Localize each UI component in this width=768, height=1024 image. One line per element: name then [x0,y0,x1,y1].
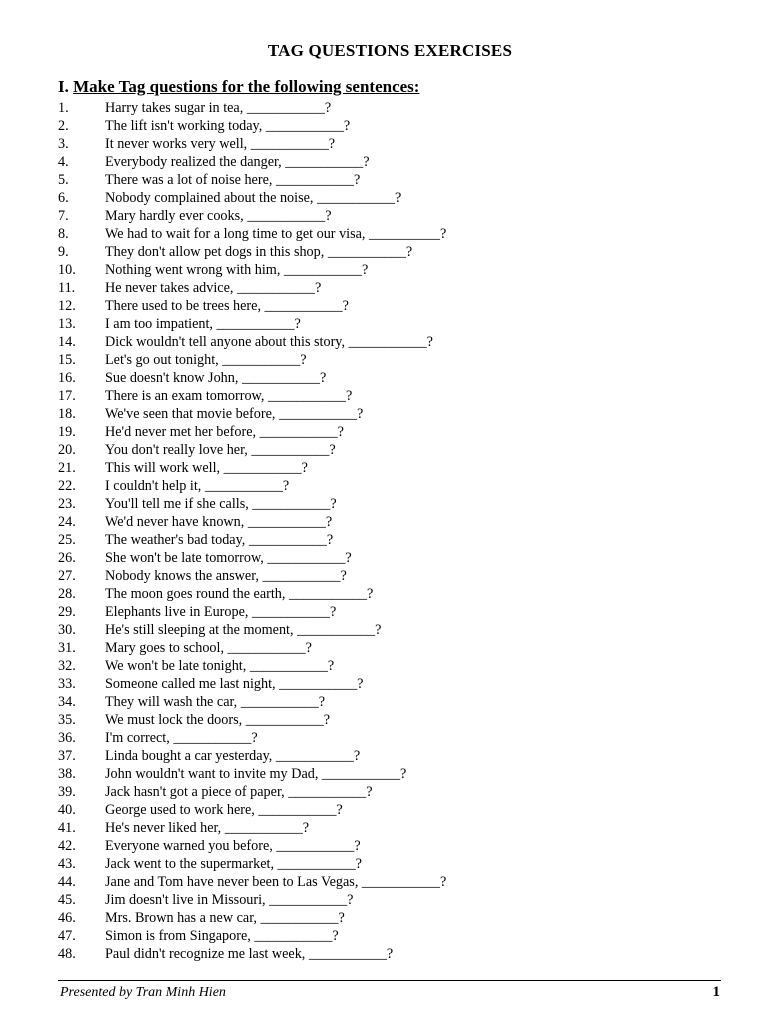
item-number: 28. [58,586,76,602]
item-number: 6. [58,190,69,206]
item-sentence: Sue doesn't know John, ___________? [105,370,327,386]
item-number: 24. [58,514,76,530]
item-sentence: The moon goes round the earth, ___________? [105,586,374,602]
item-number: 45. [58,892,76,908]
item-number: 25. [58,532,76,548]
item-number: 20. [58,442,76,458]
item-number: 23. [58,496,76,512]
item-number: 32. [58,658,76,674]
item-number: 34. [58,694,76,710]
item-sentence: Paul didn't recognize me last week, ___________? [105,946,394,962]
item-sentence: There used to be trees here, ___________? [105,298,349,314]
item-number: 31. [58,640,76,656]
item-sentence: Nobody knows the answer, ___________? [105,568,347,584]
item-number: 14. [58,334,76,350]
item-number: 43. [58,856,76,872]
item-sentence: Everybody realized the danger, ___________? [105,154,370,170]
item-sentence: You'll tell me if she calls, ___________? [105,496,337,512]
item-sentence: Jane and Tom have never been to Las Vegas, ___________? [105,874,447,890]
item-number: 5. [58,172,69,188]
item-sentence: Mrs. Brown has a new car, ___________? [105,910,345,926]
item-number: 46. [58,910,76,926]
item-sentence: You don't really love her, ___________? [105,442,336,458]
item-number: 47. [58,928,76,944]
item-sentence: He's never liked her, ___________? [105,820,310,836]
item-number: 2. [58,118,69,134]
item-number: 8. [58,226,69,242]
item-sentence: Dick wouldn't tell anyone about this story, ___________? [105,334,433,350]
item-number: 15. [58,352,76,368]
item-sentence: She won't be late tomorrow, ___________? [105,550,352,566]
item-sentence: Jack went to the supermarket, ___________? [105,856,362,872]
item-sentence: It never works very well, ___________? [105,136,336,152]
item-number: 12. [58,298,76,314]
item-number: 27. [58,568,76,584]
item-sentence: Nobody complained about the noise, ___________? [105,190,402,206]
item-sentence: We've seen that movie before, ___________? [105,406,364,422]
item-number: 41. [58,820,76,836]
item-sentence: We had to wait for a long time to get our visa, __________? [105,226,447,242]
page-title: TAG QUESTIONS EXERCISES [267,41,513,60]
item-sentence: We must lock the doors, ___________? [105,712,331,728]
item-sentence: George used to work here, ___________? [105,802,343,818]
item-sentence: This will work well, ___________? [105,460,308,476]
item-sentence: Everyone warned you before, ___________? [105,838,361,854]
item-sentence: We'd never have known, ___________? [105,514,333,530]
item-number: 10. [58,262,76,278]
item-sentence: He's still sleeping at the moment, ___________? [105,622,382,638]
item-number: 42. [58,838,76,854]
item-number: 11. [58,280,76,296]
item-sentence: The lift isn't working today, ___________? [105,118,351,134]
item-number: 9. [58,244,69,260]
item-number: 39. [58,784,76,800]
item-sentence: John wouldn't want to invite my Dad, ___________? [105,766,407,782]
item-sentence: I couldn't help it, ___________? [105,478,290,494]
item-number: 38. [58,766,76,782]
item-sentence: There was a lot of noise here, ___________? [105,172,361,188]
item-number: 26. [58,550,76,566]
page-number: 1 [712,984,720,1000]
item-sentence: Let's go out tonight, ___________? [105,352,307,368]
section-heading [58,77,419,97]
item-number: 18. [58,406,76,422]
item-number: 4. [58,154,69,170]
section-prefix: I. [58,77,74,96]
item-sentence: He'd never met her before, ___________? [105,424,344,440]
item-sentence: I am too impatient, ___________? [105,316,301,332]
item-number: 44. [58,874,76,890]
item-sentence: Mary goes to school, ___________? [105,640,312,656]
item-number: 37. [58,748,76,764]
item-number: 7. [58,208,69,224]
item-number: 29. [58,604,76,620]
section-heading-text: Make Tag questions for the following sentences: [73,77,420,96]
item-sentence: Linda bought a car yesterday, ___________? [105,748,361,764]
footer-divider [58,980,721,981]
item-number: 48. [58,946,76,962]
item-sentence: The weather's bad today, ___________? [105,532,334,548]
item-sentence: They will wash the car, ___________? [105,694,326,710]
item-number: 30. [58,622,76,638]
item-sentence: We won't be late tonight, ___________? [105,658,335,674]
item-sentence: Mary hardly ever cooks, ___________? [105,208,332,224]
item-sentence: Elephants live in Europe, ___________? [105,604,337,620]
item-number: 19. [58,424,76,440]
item-sentence: Someone called me last night, ___________? [105,676,364,692]
item-number: 21. [58,460,76,476]
item-sentence: Jim doesn't live in Missouri, ___________? [105,892,354,908]
footer-author: Presented by Tran Minh Hien [60,985,226,1000]
item-sentence: There is an exam tomorrow, ___________? [105,388,353,404]
item-number: 40. [58,802,76,818]
item-number: 3. [58,136,69,152]
item-number: 13. [58,316,76,332]
item-sentence: They don't allow pet dogs in this shop, ___________? [105,244,413,260]
item-sentence: Jack hasn't got a piece of paper, ___________? [105,784,373,800]
item-sentence: He never takes advice, ___________? [105,280,322,296]
item-number: 33. [58,676,76,692]
item-sentence: I'm correct, ___________? [105,730,258,746]
item-number: 35. [58,712,76,728]
item-number: 1. [58,100,69,116]
item-number: 16. [58,370,76,386]
item-sentence: Nothing went wrong with him, ___________? [105,262,369,278]
item-number: 17. [58,388,76,404]
item-sentence: Harry takes sugar in tea, ___________? [105,100,332,116]
item-sentence: Simon is from Singapore, ___________? [105,928,339,944]
item-number: 36. [58,730,76,746]
item-number: 22. [58,478,76,494]
